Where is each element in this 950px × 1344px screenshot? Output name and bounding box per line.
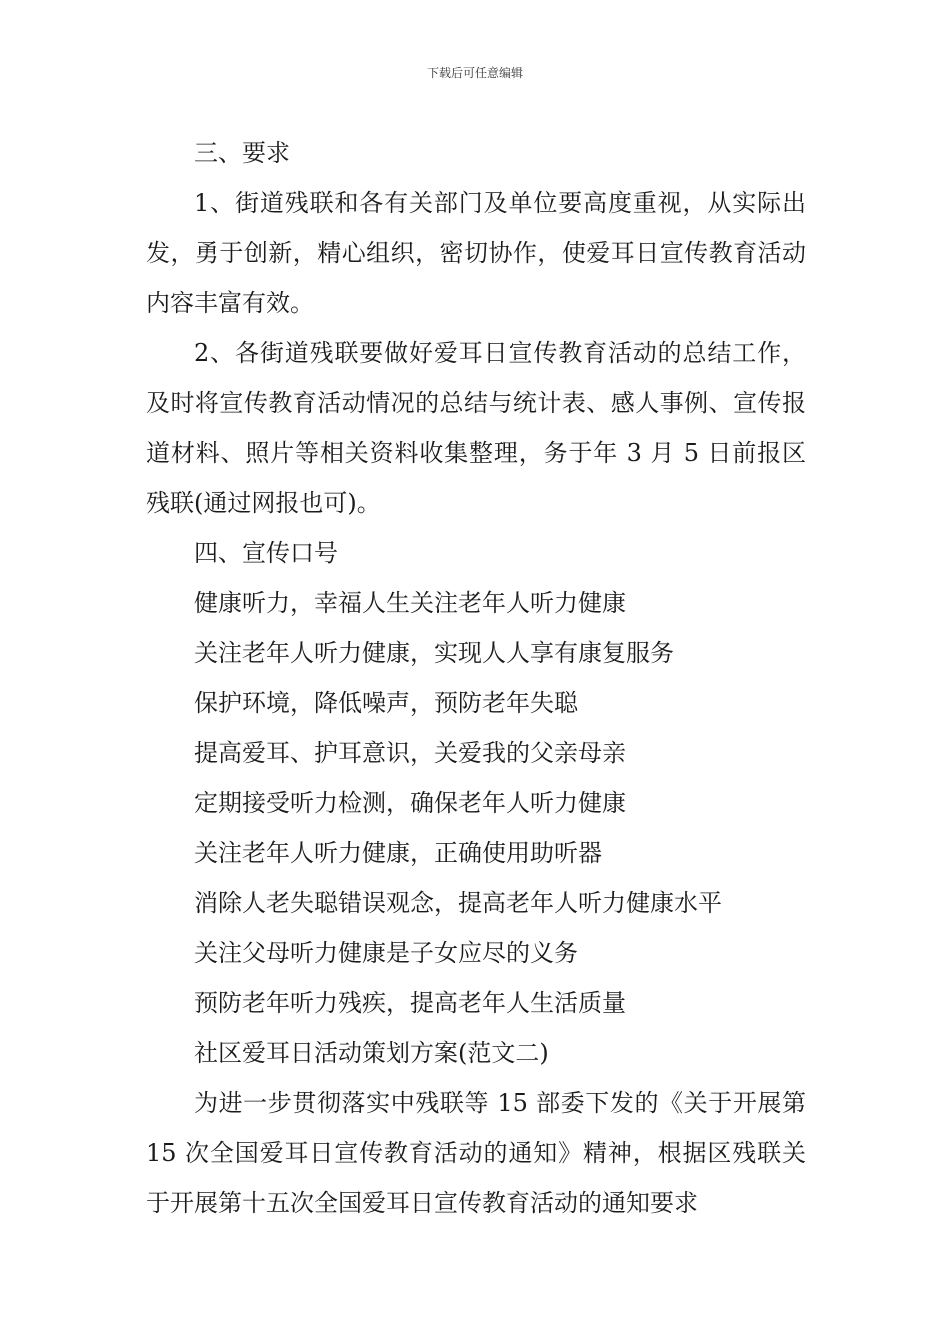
document-body	[146, 128, 806, 1228]
slogan-item: 健康听力，幸福人生关注老年人听力健康	[194, 589, 626, 617]
slogan-item: 定期接受听力检测，确保老年人听力健康	[194, 789, 626, 817]
slogan-item: 关注老年人听力健康，正确使用助听器	[194, 839, 602, 867]
slogan-item: 保护环境，降低噪声，预防老年失聪	[194, 689, 578, 717]
body-paragraph: 为进一步贯彻落实中残联等 15 部委下发的《关于开展第 15 次全国爱耳日宣传教育活动的通知》精神，根据区残联关于开展第十五次全国爱耳日宣传教育活动的通知要求	[146, 1089, 806, 1217]
slogan-item: 预防老年听力残疾，提高老年人生活质量	[194, 989, 626, 1017]
requirement-item-1: 1、街道残联和各有关部门及单位要高度重视，从实际出发，勇于创新，精心组织，密切协作，使爱耳日宣传教育活动内容丰富有效。	[146, 189, 806, 317]
slogan-item: 关注老年人听力健康，实现人人享有康复服务	[194, 639, 674, 667]
requirement-item-2: 2、各街道残联要做好爱耳日宣传教育活动的总结工作，及时将宣传教育活动情况的总结与统计表、感人事例、宣传报道材料、照片等相关资料收集整理，务于年 3 月 5 日前报区残联(通过网报也可)。	[146, 339, 806, 517]
slogan-item: 提高爱耳、护耳意识，关爱我的父亲母亲	[194, 739, 626, 767]
header-note: 下载后可任意编辑	[426, 66, 523, 80]
slogan-item: 关注父母听力健康是子女应尽的义务	[194, 939, 578, 967]
section-heading-requirements: 三、要求	[194, 139, 290, 167]
sample-title: 社区爱耳日活动策划方案(范文二)	[194, 1039, 549, 1067]
section-heading-slogans: 四、宣传口号	[194, 539, 338, 567]
slogan-item: 消除人老失聪错误观念，提高老年人听力健康水平	[194, 889, 722, 917]
